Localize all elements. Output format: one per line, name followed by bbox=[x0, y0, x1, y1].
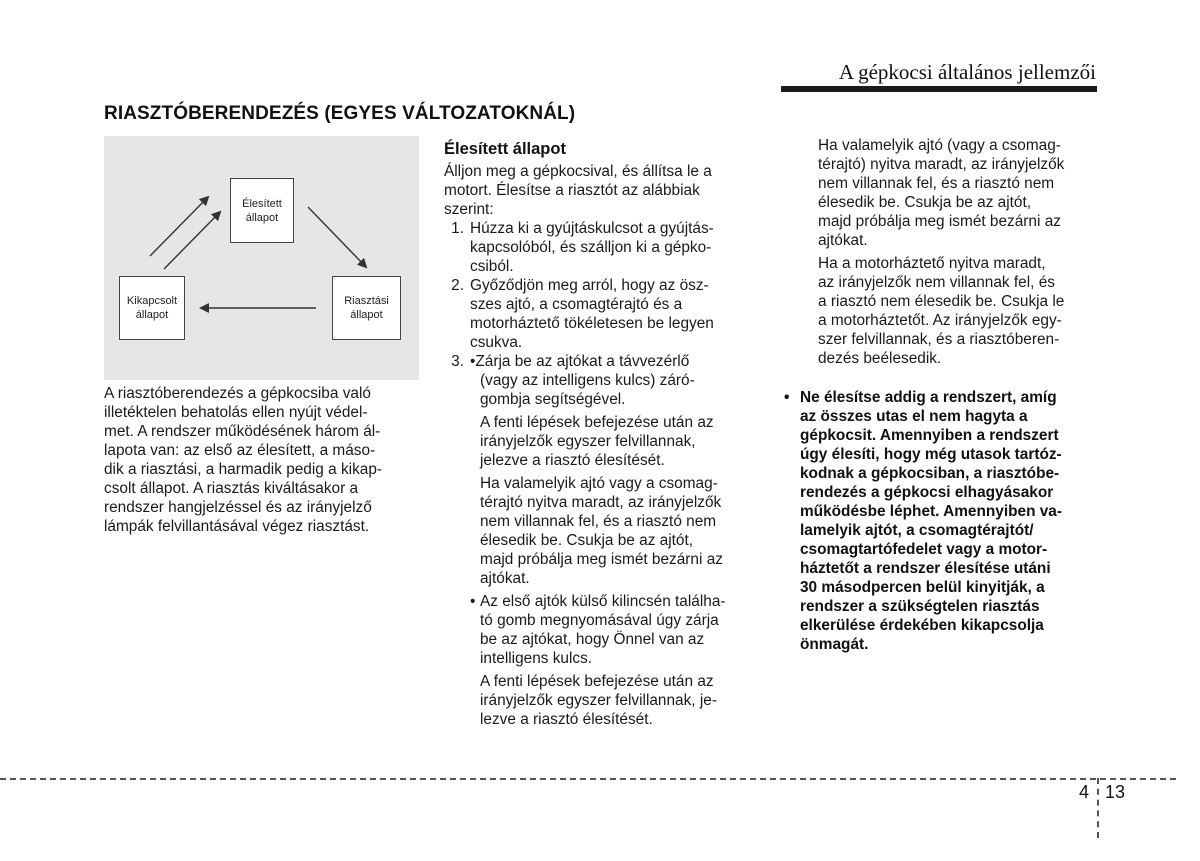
arrow-disarmed-to-armed-b bbox=[164, 212, 220, 269]
text-line: be az ajtókat, hogy Önnel van az bbox=[480, 631, 705, 648]
arrow-armed-to-alarm bbox=[308, 207, 366, 267]
footer-dashed-rule bbox=[0, 778, 1176, 780]
text-line: működésbe léphet. Amennyiben va- bbox=[800, 503, 1062, 520]
disarmed-state-label-1: Kikapcsolt bbox=[126, 295, 178, 307]
text-line: rendezés a gépkocsi elhagyásakor bbox=[800, 484, 1054, 501]
diagram-arrows bbox=[104, 136, 419, 380]
text-line: illetéktelen behatolás ellen nyújt védel- bbox=[104, 404, 368, 421]
header-rule bbox=[781, 86, 1097, 92]
text-line: csiból. bbox=[470, 258, 514, 275]
text-line: Húzza ki a gyújtáskulcsot a gyújtás- bbox=[470, 220, 714, 237]
text-line: nem villannak fel, és a riasztó nem bbox=[480, 513, 717, 530]
text-line: önmagát. bbox=[800, 636, 869, 653]
text-line: élesedik be. Csukja be az ajtót, bbox=[818, 194, 1032, 211]
step-2 bbox=[444, 276, 756, 352]
text-line: ajtókat. bbox=[818, 232, 868, 249]
step-text bbox=[470, 276, 756, 352]
text-line: kodnak a gépkocsiban, a riasztóbe- bbox=[800, 465, 1060, 482]
text-line: dik a riasztási, a harmadik pedig a kikap- bbox=[104, 461, 383, 478]
footer-vertical-rule bbox=[1097, 778, 1099, 838]
text-line: motort. Élesítse a riasztót az alábbiak bbox=[444, 182, 700, 199]
bullet-icon: • bbox=[784, 389, 790, 406]
text-line: motorháztető tökéletesen be legyen bbox=[470, 315, 714, 332]
alarm-state-diagram bbox=[104, 136, 419, 380]
alarm-state-label-1: Riasztási bbox=[344, 295, 389, 307]
text-line: csukva. bbox=[470, 334, 523, 351]
text-line: Ha valamelyik ajtó vagy a csomag- bbox=[480, 475, 718, 492]
text-line: lámpák felvillantásával végez riasztást. bbox=[104, 518, 370, 535]
text-line: met. A rendszer működésének három ál- bbox=[104, 423, 381, 440]
header-title: A gépkocsi általános jellemzői bbox=[838, 60, 1096, 84]
text-line: szes ajtó, a csomagtérajtó és a bbox=[470, 296, 683, 313]
bullet-icon: • bbox=[470, 593, 476, 610]
text-line: 30 másodpercen belül kinyitják, a bbox=[800, 579, 1045, 596]
text-line: nem villannak fel, és a riasztó nem bbox=[818, 175, 1055, 192]
text-line: A fenti lépések befejezése után az bbox=[480, 414, 714, 431]
text-line: elkerülése érdekében kikapcsolja bbox=[800, 617, 1044, 634]
text-line: rendszer hangjelzéssel és az irányjelző bbox=[104, 499, 372, 516]
warning-text bbox=[800, 388, 1096, 654]
chapter-number: 4 bbox=[1079, 782, 1090, 802]
text-line: intelligens kulcs. bbox=[480, 650, 593, 667]
text-line: majd próbálja meg ismét bezárni az bbox=[818, 213, 1061, 230]
page-number: 13 bbox=[1105, 782, 1126, 802]
text-line: tó gomb megnyomásával úgy zárja bbox=[480, 612, 719, 629]
section-title: RIASZTÓBERENDEZÉS (EGYES VÁLTOZATOKNÁL) bbox=[104, 103, 576, 124]
text-line: A fenti lépések befejezése után az bbox=[480, 673, 714, 690]
text-line: csomagtartófedelet vagy a motor- bbox=[800, 541, 1048, 558]
text-line: jelezve a riasztó élesítését. bbox=[480, 452, 665, 469]
text-line: Álljon meg a gépkocsival, és állítsa le a bbox=[444, 163, 712, 180]
text-line: rendszer a szükségtelen riasztás bbox=[800, 598, 1040, 615]
bullet-item bbox=[470, 592, 756, 729]
text-line: (vagy az intelligens kulcs) záró- bbox=[480, 372, 695, 389]
text-line: az irányjelzők nem villannak fel, és bbox=[818, 274, 1055, 291]
arrow-disarmed-to-armed-a bbox=[150, 197, 208, 256]
text-line: irányjelzők egyszer felvillannak, bbox=[480, 433, 696, 450]
armed-state-section bbox=[444, 162, 756, 729]
text-line: csolt állapot. A riasztás kiváltásakor a bbox=[104, 480, 359, 497]
text-line: háztetőt a rendszer élesítése utáni bbox=[800, 560, 1051, 577]
text-line: az összes utas el nem hagyta a bbox=[800, 408, 1028, 425]
text-line: kapcsolóból, és szálljon ki a gépko- bbox=[470, 239, 712, 256]
text-line: úgy élesíti, hogy még utasok tartóz- bbox=[800, 446, 1062, 463]
alarm-state-label-2: állapot bbox=[350, 309, 383, 321]
step-3 bbox=[444, 352, 756, 729]
step-number: 3. bbox=[451, 353, 464, 370]
armed-state-label-1: Élesített bbox=[242, 197, 282, 210]
text-line: gépkocsit. Amennyiben a rendszert bbox=[800, 427, 1059, 444]
step-text bbox=[470, 219, 756, 276]
text-line: Győződjön meg arról, hogy az ösz- bbox=[470, 277, 709, 294]
text-line: élesedik be. Csukja be az ajtót, bbox=[480, 532, 694, 549]
text-line: lamelyik ajtót, a csomagtérajtót/ bbox=[800, 522, 1034, 539]
text-line: szer felvillannak, és a riasztóberen- bbox=[818, 331, 1060, 348]
text-line: Ne élesítse addig a rendszert, amíg bbox=[800, 389, 1057, 406]
step-number: 2. bbox=[451, 277, 464, 294]
text-line: majd próbálja meg ismét bezárni az bbox=[480, 551, 723, 568]
text-line: lezve a riasztó élesítését. bbox=[480, 711, 653, 728]
text-line: irányjelzők egyszer felvillannak, je- bbox=[480, 692, 717, 709]
text-line: térajtó) nyitva maradt, az irányjelzők bbox=[818, 156, 1065, 173]
text-line: gombja segítségével. bbox=[480, 391, 626, 408]
text-line: A riasztóberendezés a gépkocsiba való bbox=[104, 385, 371, 402]
text-line: a riasztó nem élesedik be. Csukja le bbox=[818, 293, 1065, 310]
text-line: Ha valamelyik ajtó (vagy a csomag- bbox=[818, 137, 1061, 154]
armed-state-label-2: állapot bbox=[245, 211, 279, 224]
text-line: térajtó nyitva maradt, az irányjelzők bbox=[480, 494, 722, 511]
disarmed-state-label-2: állapot bbox=[135, 309, 169, 321]
step-number: 1. bbox=[451, 220, 464, 237]
continued-notes bbox=[818, 136, 1096, 368]
step-1 bbox=[444, 219, 756, 276]
armed-state-heading: Élesített állapot bbox=[444, 140, 566, 158]
text-line: szerint: bbox=[444, 201, 494, 218]
text-line: Az első ajtók külső kilincsén találha- bbox=[480, 593, 726, 610]
step-text bbox=[470, 352, 756, 729]
intro-paragraph bbox=[104, 384, 417, 536]
text-line: •Zárja be az ajtókat a távvezérlő bbox=[470, 353, 690, 370]
text-line: ajtókat. bbox=[480, 570, 530, 587]
text-line: a motorháztetőt. Az irányjelzők egy- bbox=[818, 312, 1062, 329]
text-line: dezés beélesedik. bbox=[818, 350, 942, 367]
warning-note bbox=[782, 388, 1096, 654]
text-line: Ha a motorháztető nyitva maradt, bbox=[818, 255, 1046, 272]
text-line: lapota van: az első az élesített, a máso- bbox=[104, 442, 376, 459]
